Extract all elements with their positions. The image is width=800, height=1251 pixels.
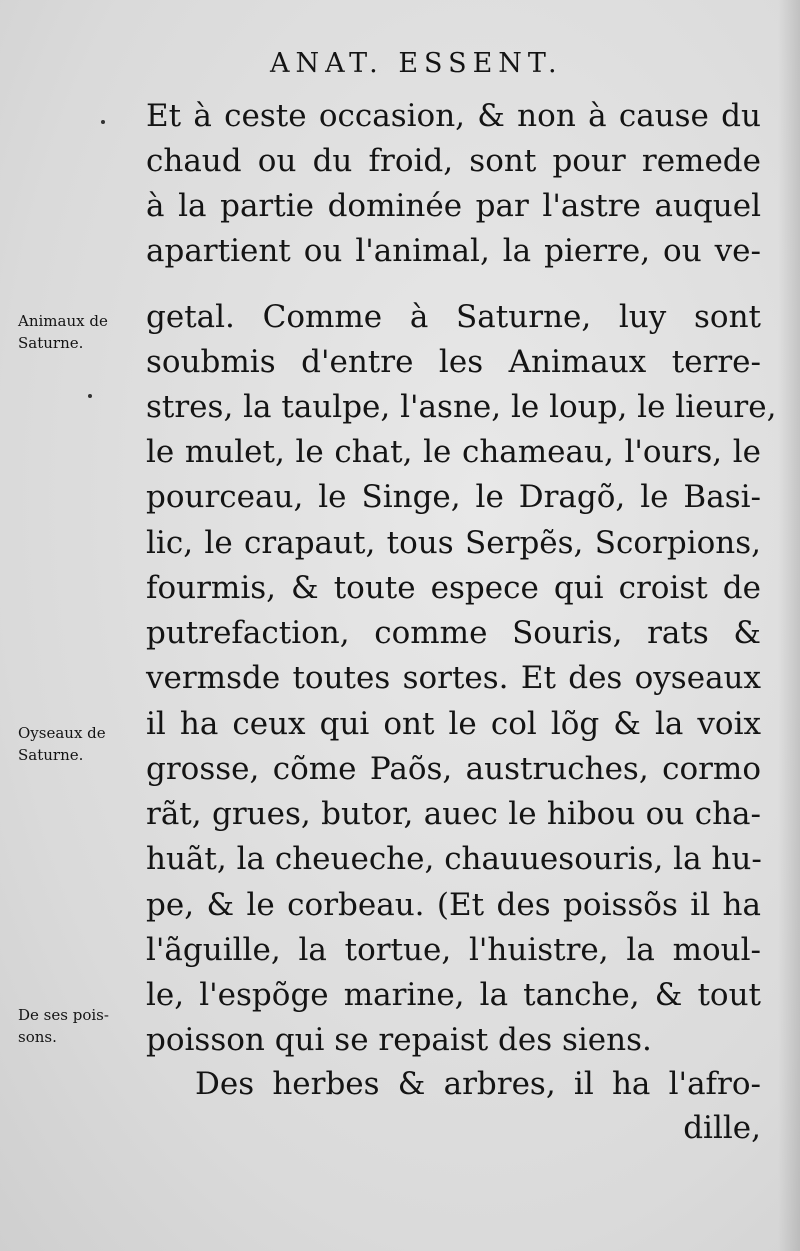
running-head: ANAT. ESSENT. [270, 48, 563, 79]
text-line: l'ãguille, la tortue, l'huistre, la moul- [146, 932, 761, 968]
text-line: le mulet, le chat, le chameau, l'ours, le [146, 434, 761, 470]
margin-note-line: Oyseaux de [18, 724, 106, 742]
text-line: pourceau, le Singe, le Dragõ, le Basi- [146, 479, 761, 515]
text-line: fourmis, & toute espece qui croist de [146, 570, 761, 606]
ink-speck [88, 394, 92, 398]
text-line: il ha ceux qui ont le col lõg & la voix [146, 706, 761, 742]
text-line: poisson qui se repaist des siens. [146, 1022, 652, 1058]
margin-note-animaux [18, 310, 108, 354]
margin-note-line: Saturne. [18, 746, 84, 764]
margin-note-line: De ses pois- [18, 1006, 109, 1024]
text-line: pe, & le corbeau. (Et des poissõs il ha [146, 887, 761, 923]
catchword-line: dille, [683, 1110, 761, 1146]
text-line: rãt, grues, butor, auec le hibou ou cha- [146, 796, 761, 832]
margin-note-line: sons. [18, 1028, 57, 1046]
margin-note-oyseaux [18, 722, 106, 766]
text-line: Des herbes & arbres, il ha l'afro- [195, 1066, 761, 1102]
text-line: à la partie dominée par l'astre auquel [146, 188, 761, 224]
page-gutter-shadow [778, 0, 800, 1251]
margin-note-line: Saturne. [18, 334, 84, 352]
text-line: getal. Comme à Saturne, luy sont [146, 299, 761, 335]
margin-note-line: Animaux de [18, 312, 108, 330]
text-line: Et à ceste occasion, & non à cause du [146, 98, 761, 134]
text-line: chaud ou du froid, sont pour remede [146, 143, 761, 179]
text-line: stres, la taulpe, l'asne, le loup, le lieure, [146, 389, 777, 425]
text-line: soubmis d'entre les Animaux terre- [146, 344, 761, 380]
text-line: le, l'espõge marine, la tanche, & tout [146, 977, 761, 1013]
text-line: vermsde toutes sortes. Et des oyseaux [146, 660, 761, 696]
text-line: lic, le crapaut, tous Serpẽs, Scorpions, [146, 525, 761, 561]
text-line: grosse, cõme Paõs, austruches, cormo [146, 751, 761, 787]
text-line: huãt, la cheueche, chauuesouris, la hu- [146, 841, 762, 877]
margin-note-poissons [18, 1004, 109, 1048]
text-line: apartient ou l'animal, la pierre, ou ve- [146, 233, 761, 269]
ink-speck [101, 120, 105, 124]
text-line: putrefaction, comme Souris, rats & [146, 615, 761, 651]
